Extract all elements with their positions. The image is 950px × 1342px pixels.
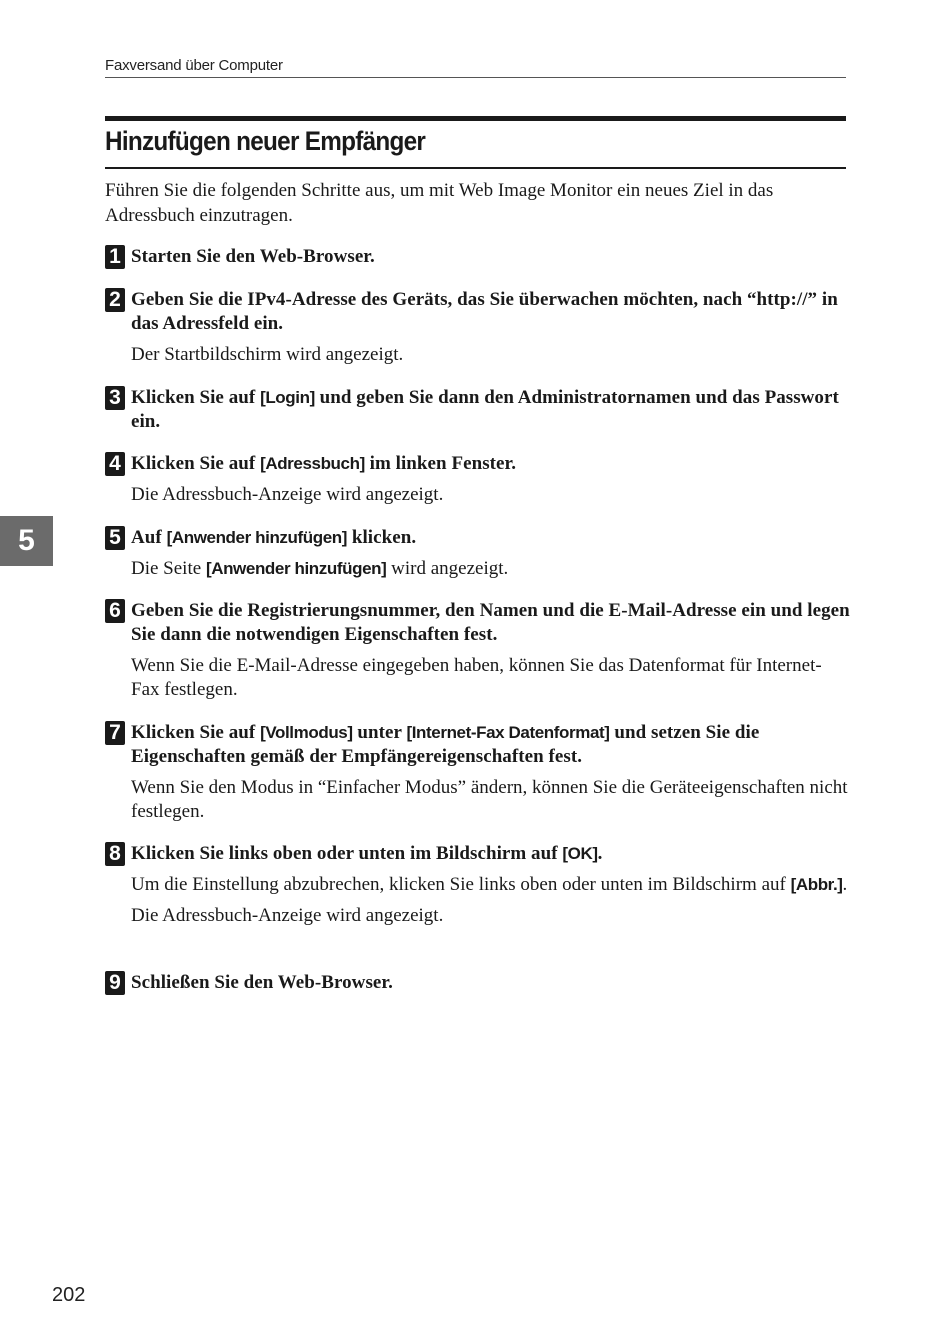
step-8: [105, 842, 850, 928]
step-5: [105, 526, 850, 581]
step-instruction: Klicken Sie links oben oder unten im Bildschirm auf [OK].: [131, 843, 603, 864]
step-2: [105, 288, 850, 367]
section-title: Hinzufügen neuer Empfänger: [105, 126, 426, 156]
step-note: Wenn Sie den Modus in “Einfacher Modus” ändern, können Sie die Geräteeigenschaften nicht festlegen.: [131, 777, 848, 822]
step-note: Die Adressbuch-Anzeige wird angezeigt.: [131, 905, 444, 926]
step-9: [105, 971, 850, 995]
step-instruction: Schließen Sie den Web-Browser.: [131, 972, 393, 993]
step-6: [105, 599, 850, 702]
step-number-badge: 6: [105, 599, 125, 623]
add-user-button-ref: [Anwender hinzufügen]: [166, 528, 348, 547]
step-number-badge: 5: [105, 526, 125, 550]
step-instruction: Geben Sie die Registrierungsnummer, den Namen und die E-Mail-Adresse ein und legen Sie dann die notwendigen Eigenschaften fest.: [131, 600, 850, 645]
running-header: Faxversand über Computer: [105, 57, 846, 78]
step-number-badge: 8: [105, 842, 125, 866]
page-number: 202: [52, 1284, 86, 1306]
cancel-button-ref: [Abbr.]: [790, 875, 843, 894]
step-note: Um die Einstellung abzubrechen, klicken Sie links oben oder unten im Bildschirm auf [Abbr.].: [131, 874, 848, 895]
step-number-badge: 2: [105, 288, 125, 312]
step-7: [105, 721, 850, 824]
step-note: Wenn Sie die E-Mail-Adresse eingegeben haben, können Sie das Datenformat für Internet-Fax festlegen.: [131, 655, 822, 700]
step-1: [105, 245, 850, 269]
step-number-badge: 4: [105, 452, 125, 476]
address-book-button-ref: [Adressbuch]: [260, 454, 365, 473]
ok-button-ref: [OK]: [562, 844, 598, 863]
step-number-badge: 9: [105, 971, 125, 995]
internet-fax-format-ref: [Internet-Fax Datenformat]: [406, 723, 610, 742]
step-instruction: Klicken Sie auf [Vollmodus] unter [Internet-Fax Datenformat] und setzen Sie die Eigenschaften gemäß der Empfängereigenschaften fest.: [131, 722, 760, 767]
title-rule-bottom: [105, 167, 846, 169]
step-3: [105, 386, 850, 434]
step-4: [105, 452, 850, 507]
title-rule-top: [105, 116, 846, 121]
login-button-ref: [Login]: [260, 388, 315, 407]
chapter-tab: 5: [0, 516, 53, 566]
full-mode-button-ref: [Vollmodus]: [260, 723, 353, 742]
step-instruction: Auf [Anwender hinzufügen] klicken.: [131, 527, 417, 548]
step-note: Die Seite [Anwender hinzufügen] wird angezeigt.: [131, 558, 509, 579]
step-number-badge: 3: [105, 386, 125, 410]
step-number-badge: 1: [105, 245, 125, 269]
step-note: Die Adressbuch-Anzeige wird angezeigt.: [131, 484, 444, 505]
step-instruction: Klicken Sie auf [Login] und geben Sie dann den Administratornamen und das Passwort ein.: [131, 387, 839, 432]
step-instruction: Klicken Sie auf [Adressbuch] im linken Fenster.: [131, 453, 517, 474]
step-number-badge: 7: [105, 721, 125, 745]
step-instruction: Geben Sie die IPv4-Adresse des Geräts, das Sie überwachen möchten, nach “http://” in das Adressfeld ein.: [131, 289, 838, 334]
step-instruction: Starten Sie den Web-Browser.: [131, 246, 375, 267]
add-user-page-ref: [Anwender hinzufügen]: [205, 559, 387, 578]
intro-paragraph: Führen Sie die folgenden Schritte aus, um mit Web Image Monitor ein neues Ziel in das Adressbuch einzutragen.: [105, 180, 774, 226]
step-note: Der Startbildschirm wird angezeigt.: [131, 344, 404, 365]
